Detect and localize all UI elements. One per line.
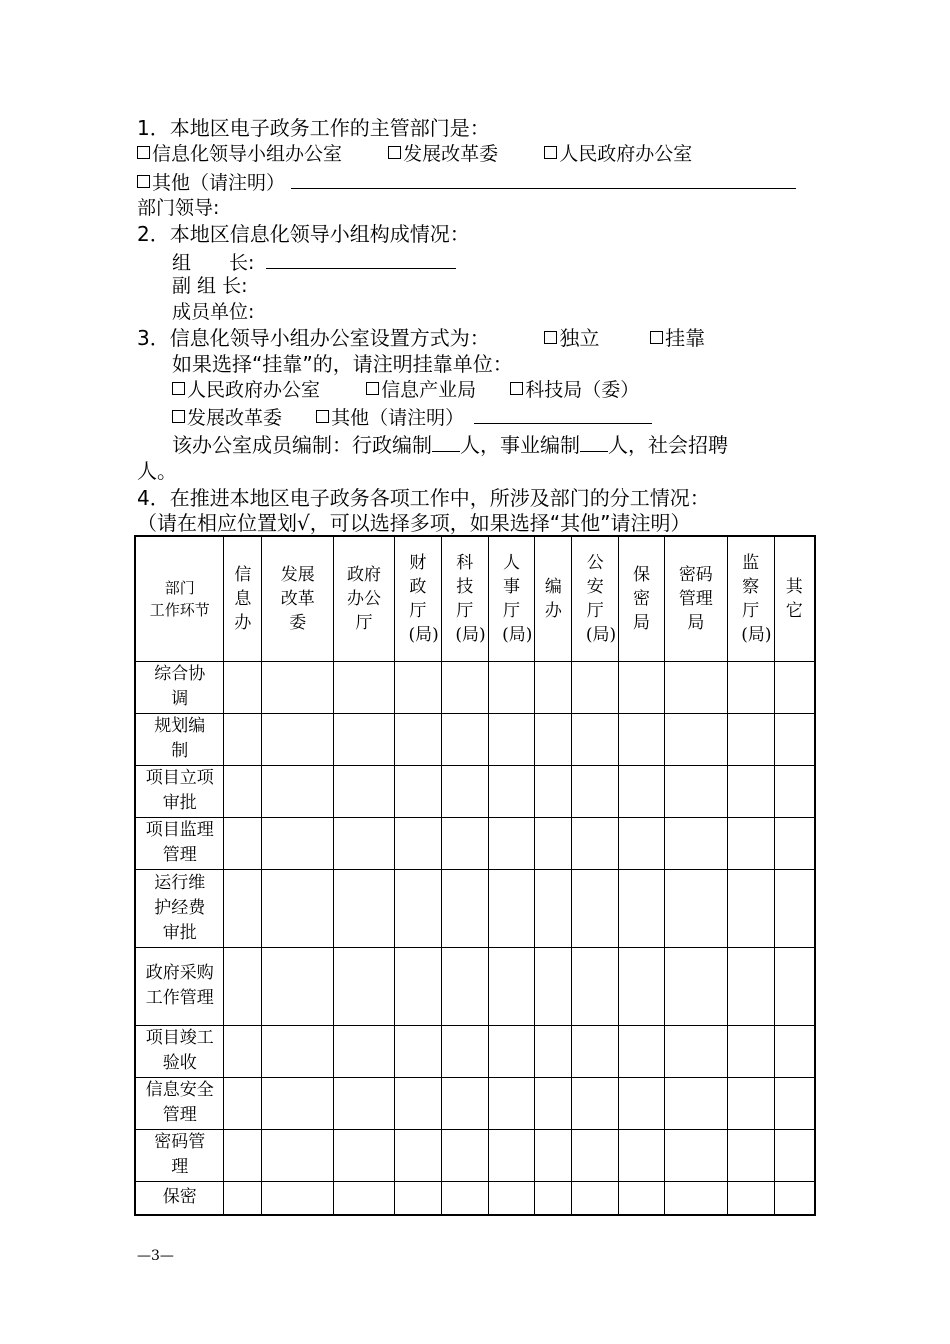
q3-staffing-end: 人。	[137, 459, 177, 483]
table-cell[interactable]	[488, 1077, 535, 1129]
table-cell[interactable]	[334, 1077, 395, 1129]
table-cell[interactable]	[572, 713, 619, 765]
checkbox-icon	[510, 382, 523, 395]
table-cell[interactable]	[488, 1025, 535, 1077]
table-cell[interactable]	[488, 713, 535, 765]
q1-option-1[interactable]: 发展改革委	[388, 143, 498, 165]
table-cell[interactable]	[262, 1025, 334, 1077]
col-header: 编办	[535, 536, 572, 661]
table-cell[interactable]	[394, 817, 441, 869]
table-cell[interactable]	[774, 1129, 815, 1181]
table-cell[interactable]	[394, 1025, 441, 1077]
table-cell[interactable]	[488, 661, 535, 713]
table-cell[interactable]	[262, 1181, 334, 1215]
table-cell[interactable]	[262, 661, 334, 713]
table-row	[135, 947, 815, 1025]
table-cell[interactable]	[394, 1181, 441, 1215]
q2-leader-label: 组 长:	[172, 252, 255, 274]
row-label: 信息安全管理	[135, 1077, 224, 1129]
table-cell[interactable]	[535, 947, 572, 1025]
table-cell[interactable]	[727, 1077, 774, 1129]
table-cell[interactable]	[441, 1181, 488, 1215]
table-cell[interactable]	[334, 1025, 395, 1077]
table-cell[interactable]	[572, 1025, 619, 1077]
col-header: 人事厅(局)	[488, 536, 535, 661]
col-header: 保密局	[619, 536, 665, 661]
table-row	[135, 713, 815, 765]
table-cell[interactable]	[262, 765, 334, 817]
q1-leader-label: 部门领导:	[137, 197, 220, 219]
table-cell[interactable]	[619, 947, 665, 1025]
q3-staffing-career-blank[interactable]	[580, 433, 608, 452]
table-cell[interactable]	[262, 713, 334, 765]
table-cell[interactable]	[664, 1025, 727, 1077]
q3-title: 3．信息化领导小组办公室设置方式为：	[137, 326, 490, 350]
table-cell[interactable]	[664, 947, 727, 1025]
table-cell[interactable]	[535, 869, 572, 947]
table-cell[interactable]	[441, 765, 488, 817]
table-cell[interactable]	[224, 869, 262, 947]
q3-attach-options-row1	[172, 378, 639, 402]
table-header-row	[135, 536, 815, 661]
table-cell[interactable]	[334, 713, 395, 765]
table-row	[135, 869, 815, 947]
table-cell[interactable]	[774, 1025, 815, 1077]
q3-attach-other-blank[interactable]	[474, 405, 652, 424]
table-cell[interactable]	[619, 869, 665, 947]
checkbox-icon	[366, 382, 379, 395]
table-cell[interactable]	[334, 947, 395, 1025]
q3-title-row	[137, 326, 705, 350]
table-cell[interactable]	[488, 817, 535, 869]
table-cell[interactable]	[619, 765, 665, 817]
table-cell[interactable]	[441, 713, 488, 765]
row-label: 项目监理管理	[135, 817, 224, 869]
table-cell[interactable]	[535, 1077, 572, 1129]
table-cell[interactable]	[619, 713, 665, 765]
q3-staffing-admin-blank[interactable]	[432, 433, 460, 452]
q3-attach-option-other[interactable]: 其他（请注明）	[316, 407, 464, 429]
q1-option-other[interactable]: 其他（请注明）	[137, 172, 285, 194]
table-cell[interactable]	[727, 817, 774, 869]
table-cell[interactable]	[664, 817, 727, 869]
table-cell[interactable]	[619, 1025, 665, 1077]
corner-top-label: 部门	[164, 578, 195, 597]
table-row	[135, 1077, 815, 1129]
checkbox-icon	[172, 382, 185, 395]
checkbox-icon	[137, 146, 150, 159]
table-cell[interactable]	[572, 1181, 619, 1215]
table-cell[interactable]	[394, 661, 441, 713]
table-cell[interactable]	[664, 1129, 727, 1181]
row-label: 综合协调	[135, 661, 224, 713]
q1-other-blank[interactable]	[291, 170, 796, 189]
q3-staffing-row	[172, 433, 728, 457]
table-cell[interactable]	[334, 765, 395, 817]
table-cell[interactable]	[727, 869, 774, 947]
table-cell[interactable]	[488, 869, 535, 947]
table-cell[interactable]	[262, 1077, 334, 1129]
table-cell[interactable]	[224, 947, 262, 1025]
q3-attach-option-1[interactable]: 信息产业局	[366, 379, 476, 401]
col-header: 其它	[774, 536, 815, 661]
table-cell[interactable]	[572, 947, 619, 1025]
table-cell[interactable]	[774, 817, 815, 869]
table-cell[interactable]	[441, 817, 488, 869]
table-cell[interactable]	[535, 1129, 572, 1181]
table-cell[interactable]	[535, 817, 572, 869]
q1-title: 1．本地区电子政务工作的主管部门是：	[137, 116, 490, 140]
col-header: 发展改革委	[262, 536, 334, 661]
table-cell[interactable]	[224, 1181, 262, 1215]
table-cell[interactable]	[224, 661, 262, 713]
col-header: 信息办	[224, 536, 262, 661]
table-cell[interactable]	[535, 765, 572, 817]
table-cell[interactable]	[774, 713, 815, 765]
table-cell[interactable]	[224, 765, 262, 817]
table-cell[interactable]	[619, 1129, 665, 1181]
table-cell[interactable]	[727, 947, 774, 1025]
q3-staffing-career-label: 人，事业编制	[460, 433, 580, 457]
table-cell[interactable]	[488, 765, 535, 817]
table-cell[interactable]	[441, 661, 488, 713]
table-cell[interactable]	[727, 1129, 774, 1181]
table-cell[interactable]	[619, 661, 665, 713]
page-number: —3—	[137, 1248, 174, 1264]
table-cell[interactable]	[394, 713, 441, 765]
table-cell[interactable]	[619, 1181, 665, 1215]
table-cell[interactable]	[535, 713, 572, 765]
q1-option-0[interactable]: 信息化领导小组办公室	[137, 143, 342, 165]
q1-option-2[interactable]: 人民政府办公室	[544, 143, 692, 165]
row-label: 规划编制	[135, 713, 224, 765]
q2-members-label: 成员单位:	[172, 301, 255, 323]
col-header: 财政厅(局)	[394, 536, 441, 661]
table-cell[interactable]	[535, 1025, 572, 1077]
checkbox-icon	[544, 331, 557, 344]
table-cell[interactable]	[572, 869, 619, 947]
table-cell[interactable]	[262, 947, 334, 1025]
table-row	[135, 1025, 815, 1077]
table-cell[interactable]	[224, 1025, 262, 1077]
row-label: 政府采购工作管理	[135, 947, 224, 1025]
table-cell[interactable]	[664, 765, 727, 817]
checkbox-icon	[172, 410, 185, 423]
table-cell[interactable]	[535, 1181, 572, 1215]
q2-leader-row	[172, 250, 456, 275]
checkbox-icon	[137, 175, 150, 188]
q1-options-row	[137, 142, 692, 166]
table-cell[interactable]	[262, 1129, 334, 1181]
q3-attach-option-0[interactable]: 人民政府办公室	[172, 379, 320, 401]
table-cell[interactable]	[664, 1077, 727, 1129]
table-cell[interactable]	[394, 947, 441, 1025]
corner-bottom-label: 工作环节	[149, 600, 210, 619]
q4-note: （请在相应位置划√，可以选择多项，如果选择“其他”请注明）	[137, 511, 691, 535]
table-cell[interactable]	[727, 713, 774, 765]
table-cell[interactable]	[334, 869, 395, 947]
table-row	[135, 817, 815, 869]
checkbox-icon	[316, 410, 329, 423]
checkbox-icon	[388, 146, 401, 159]
table-cell[interactable]	[224, 817, 262, 869]
table-cell[interactable]	[224, 1077, 262, 1129]
col-header: 公安厅(局)	[572, 536, 619, 661]
col-header: 政府办公厅	[334, 536, 395, 661]
table-cell[interactable]	[774, 947, 815, 1025]
q1-other-row	[137, 170, 796, 195]
table-cell[interactable]	[441, 947, 488, 1025]
q4-title: 4．在推进本地区电子政务各项工作中，所涉及部门的分工情况：	[137, 486, 710, 510]
table-cell[interactable]	[774, 765, 815, 817]
table-cell[interactable]	[664, 869, 727, 947]
row-label: 保密	[135, 1181, 224, 1215]
table-cell[interactable]	[535, 661, 572, 713]
table-cell[interactable]	[441, 1077, 488, 1129]
table-cell[interactable]	[441, 1025, 488, 1077]
table-cell[interactable]	[394, 765, 441, 817]
q3-attach-option-2[interactable]: 科技局（委）	[510, 379, 639, 401]
checkbox-icon	[650, 331, 663, 344]
table-cell[interactable]	[619, 1077, 665, 1129]
table-cell[interactable]	[727, 765, 774, 817]
table-cell[interactable]	[394, 1077, 441, 1129]
q2-deputy-label: 副 组 长:	[172, 275, 248, 297]
table-cell[interactable]	[727, 1025, 774, 1077]
row-label: 项目立项审批	[135, 765, 224, 817]
table-cell[interactable]	[664, 713, 727, 765]
division-table	[134, 535, 816, 1216]
table-cell[interactable]	[664, 1181, 727, 1215]
q3-attach-options-row2	[172, 405, 652, 430]
table-cell[interactable]	[572, 1077, 619, 1129]
table-cell[interactable]	[224, 1129, 262, 1181]
table-cell[interactable]	[774, 1181, 815, 1215]
table-cell[interactable]	[262, 817, 334, 869]
table-cell[interactable]	[572, 817, 619, 869]
q3-attach-option-3[interactable]: 发展改革委	[172, 407, 282, 429]
q3-attach-prompt: 如果选择“挂靠”的，请注明挂靠单位：	[172, 352, 513, 376]
table-cell[interactable]	[664, 661, 727, 713]
q2-leader-blank[interactable]	[266, 250, 456, 269]
q3-option-attached[interactable]: 挂靠	[650, 326, 705, 350]
table-cell[interactable]	[441, 1129, 488, 1181]
table-cell[interactable]	[774, 1077, 815, 1129]
table-cell[interactable]	[262, 869, 334, 947]
col-header: 监察厅(局)	[727, 536, 774, 661]
table-cell[interactable]	[394, 1129, 441, 1181]
table-cell[interactable]	[727, 661, 774, 713]
table-row	[135, 661, 815, 713]
table-cell[interactable]	[572, 1129, 619, 1181]
table-cell[interactable]	[572, 765, 619, 817]
table-cell[interactable]	[334, 1181, 395, 1215]
table-cell[interactable]	[727, 1181, 774, 1215]
col-header: 科技厅(局)	[441, 536, 488, 661]
row-label: 项目竣工验收	[135, 1025, 224, 1077]
table-cell[interactable]	[441, 869, 488, 947]
table-cell[interactable]	[394, 869, 441, 947]
table-cell[interactable]	[224, 713, 262, 765]
table-cell[interactable]	[774, 661, 815, 713]
q3-option-independent[interactable]: 独立	[544, 326, 599, 350]
table-cell[interactable]	[619, 817, 665, 869]
row-label: 密码管理	[135, 1129, 224, 1181]
table-cell[interactable]	[334, 661, 395, 713]
q3-staffing-recruit-label: 人，社会招聘	[608, 433, 728, 457]
q2-title: 2．本地区信息化领导小组构成情况：	[137, 222, 470, 246]
table-cell[interactable]	[334, 1129, 395, 1181]
checkbox-icon	[544, 146, 557, 159]
table-cell[interactable]	[488, 1181, 535, 1215]
table-cell[interactable]	[488, 947, 535, 1025]
table-row	[135, 765, 815, 817]
table-cell[interactable]	[572, 661, 619, 713]
table-corner	[135, 536, 224, 661]
q3-staffing-admin-label: 该办公室成员编制：行政编制	[172, 433, 432, 457]
table-cell[interactable]	[488, 1129, 535, 1181]
table-cell[interactable]	[774, 869, 815, 947]
table-cell[interactable]	[334, 817, 395, 869]
row-label: 运行维护经费审批	[135, 869, 224, 947]
col-header: 密码管理局	[664, 536, 727, 661]
table-row	[135, 1181, 815, 1215]
table-row	[135, 1129, 815, 1181]
